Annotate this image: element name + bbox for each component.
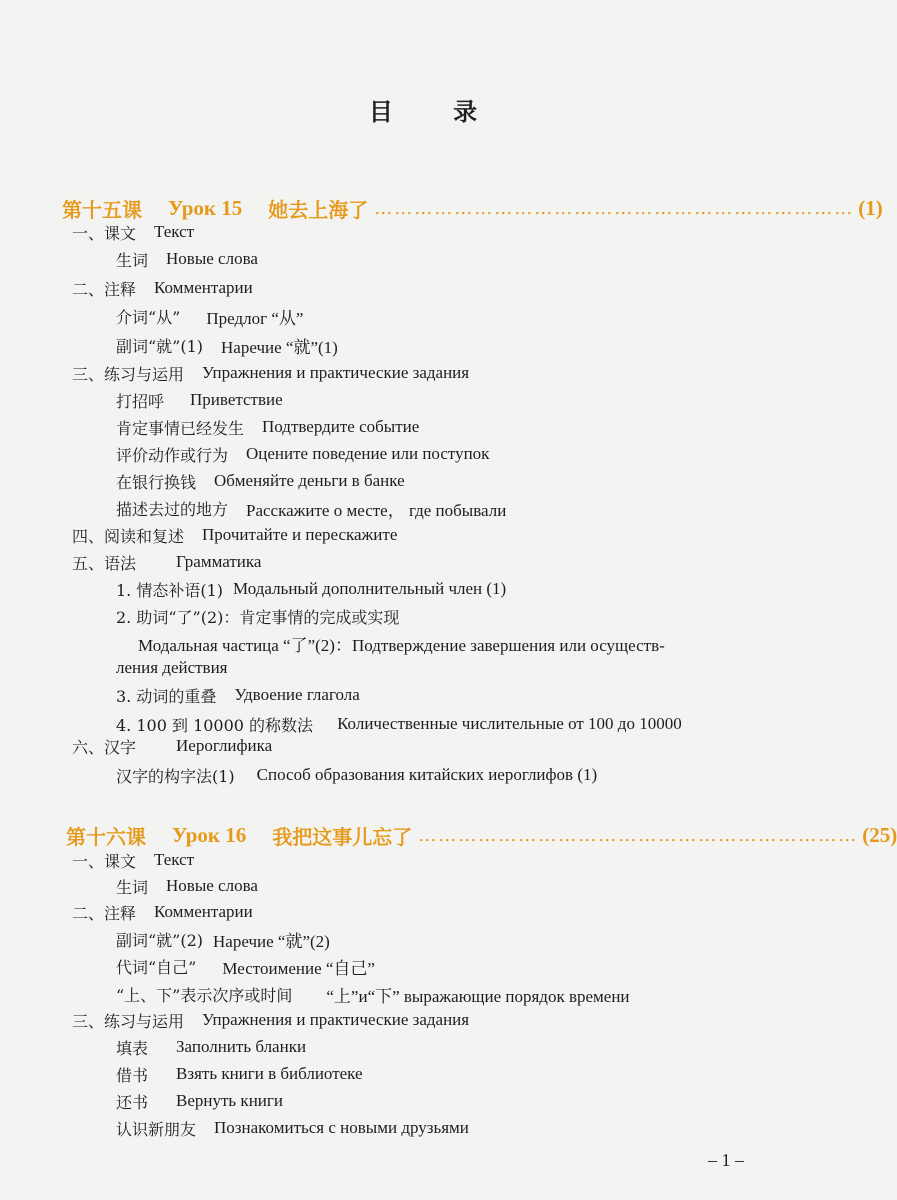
entry-ru: Модальный дополнительный член (1) — [233, 579, 507, 598]
toc-entry — [116, 441, 489, 467]
toc-entry — [72, 522, 397, 548]
entry-zh: 副词“就”(1) — [116, 336, 204, 356]
toc-entry — [116, 762, 597, 788]
lesson-15-number-zh: 第十五课 — [62, 197, 142, 222]
toc-entry — [116, 682, 360, 708]
entry-zh: 代词“自己” — [116, 957, 197, 977]
entry-zh: 六、汉字 — [72, 737, 137, 757]
entry-zh: 描述去过的地方 — [116, 499, 229, 519]
toc-entry — [116, 576, 506, 602]
entry-zh: 1. 情态补语(1) — [116, 580, 224, 600]
entry-zh: 生词 — [116, 877, 149, 897]
entry-zh: 评价动作或行为 — [116, 445, 229, 465]
entry-zh: 副词“就”(2) — [116, 930, 204, 950]
page-title: 目 录 — [368, 97, 504, 126]
entry-ru: Предлог “从” — [206, 308, 304, 328]
entry-zh: 五、语法 — [72, 553, 137, 573]
toc-entry — [116, 468, 405, 494]
toc-entry — [72, 1007, 469, 1033]
entry-ru: “上”и“下” выражающие порядок времени — [326, 986, 630, 1006]
entry-ru: Текст — [154, 222, 195, 241]
toc-entry — [116, 953, 375, 979]
toc-entry — [116, 1115, 469, 1141]
toc-entry — [72, 899, 253, 925]
toc-entry — [72, 733, 272, 759]
entry-zh: 认识新朋友 — [116, 1119, 197, 1139]
toc-entry — [116, 387, 283, 413]
entry-ru: Приветствие — [190, 390, 283, 409]
entry-zh: 一、课文 — [72, 851, 137, 871]
entry-ru: Расскажите о месте， где побывали — [246, 500, 507, 520]
lesson-16-number-zh: 第十六课 — [66, 824, 146, 849]
toc-entry — [116, 332, 338, 358]
lesson-15-leader-dots: ……………………………………………………………… — [374, 197, 855, 219]
entry-ru: Упражнения и практические задания — [202, 1010, 470, 1029]
entry-ru: Местоимение “自己” — [222, 958, 375, 978]
entry-zh: 2. 助词“了”(2)：肯定事情的完成或实现 — [116, 607, 400, 627]
entry-zh: 打招呼 — [116, 391, 165, 411]
lesson-15-title: 她去上海了 — [268, 197, 369, 222]
toc-entry — [116, 303, 303, 329]
toc-entry — [116, 495, 506, 521]
entry-ru: Удвоение глагола — [234, 685, 360, 704]
entry-ru: Комментарии — [154, 278, 253, 297]
entry-ru: Подтвердите событие — [262, 417, 420, 436]
entry-ru: Новые слова — [166, 249, 258, 268]
page-number: – 1 – — [708, 1150, 744, 1170]
entry-zh: 还书 — [116, 1092, 149, 1112]
toc-entry — [116, 1061, 363, 1087]
entry-ru: Способ образования китайских иероглифов (1) — [256, 765, 598, 784]
entry-zh: 三、练习与运用 — [72, 364, 185, 384]
toc-entry — [72, 360, 469, 386]
entry-ru: Оцените поведение или поступок — [246, 444, 490, 463]
toc-entry — [116, 873, 258, 899]
entry-ru: Вернуть книги — [176, 1091, 283, 1110]
entry-ru: Наречие “就”(2) — [213, 931, 330, 951]
toc-entry — [72, 275, 253, 301]
toc-entry — [116, 1034, 306, 1060]
toc-entry — [116, 1088, 283, 1114]
entry-zh: 一、课文 — [72, 223, 137, 243]
toc-entry — [116, 981, 630, 1007]
entry-ru: Количественные числительные от 100 до 10000 — [337, 714, 682, 733]
entry-zh: 四、阅读和复述 — [72, 526, 185, 546]
toc-entry — [116, 603, 399, 629]
entry-ru: ления действия — [116, 658, 228, 677]
toc-entry — [138, 630, 665, 656]
entry-zh: 3. 动词的重叠 — [116, 686, 217, 706]
entry-ru: Взять книги в библиотеке — [176, 1064, 363, 1083]
entry-ru: Текст — [154, 850, 195, 869]
lesson-16-page: (25) — [862, 822, 897, 847]
entry-zh: 4. 100 到 10000 的称数法 — [116, 715, 314, 735]
lesson-16-number-ru: Урок 16 — [172, 822, 247, 847]
entry-zh: 二、注释 — [72, 279, 137, 299]
entry-ru: Модальная частица “了”(2)：Подтверждение завершения или осуществ- — [138, 635, 665, 655]
toc-entry — [116, 926, 330, 952]
entry-zh: 借书 — [116, 1065, 149, 1085]
lesson-16-heading[interactable] — [66, 820, 897, 850]
entry-zh: 三、练习与运用 — [72, 1011, 185, 1031]
entry-ru: Комментарии — [154, 902, 253, 921]
entry-zh: 肯定事情已经发生 — [116, 418, 245, 438]
entry-zh: 二、注释 — [72, 903, 137, 923]
entry-zh: 在银行换钱 — [116, 472, 197, 492]
entry-ru: Обменяйте деньги в банке — [214, 471, 405, 490]
entry-zh: 生词 — [116, 250, 149, 270]
lesson-15-number-ru: Урок 15 — [168, 195, 243, 220]
entry-ru: Заполнить бланки — [176, 1037, 307, 1056]
entry-ru: Прочитайте и перескажите — [202, 525, 398, 544]
entry-ru: Иероглифика — [176, 736, 273, 755]
toc-entry — [116, 246, 258, 272]
entry-ru: Упражнения и практические задания — [202, 363, 470, 382]
toc-entry — [116, 655, 228, 681]
lesson-15-page: (1) — [858, 195, 883, 220]
toc-entry — [116, 414, 419, 440]
toc-entry — [72, 847, 194, 873]
lesson-16-title: 我把这事儿忘了 — [272, 824, 413, 849]
entry-ru: Новые слова — [166, 876, 258, 895]
entry-ru: Наречие “就”(1) — [221, 337, 338, 357]
entry-zh: “上、下”表示次序或时间 — [116, 985, 293, 1005]
entry-zh: 填表 — [116, 1038, 149, 1058]
toc-entry — [72, 549, 261, 575]
entry-zh: 汉字的构字法(1) — [116, 766, 235, 786]
entry-ru: Грамматика — [176, 552, 262, 571]
entry-zh: 介词“从” — [116, 307, 181, 327]
entry-ru: Познакомиться с новыми друзьями — [214, 1118, 469, 1137]
lesson-16-leader-dots: ………………………………………………………… — [418, 824, 859, 846]
toc-entry — [72, 219, 194, 245]
